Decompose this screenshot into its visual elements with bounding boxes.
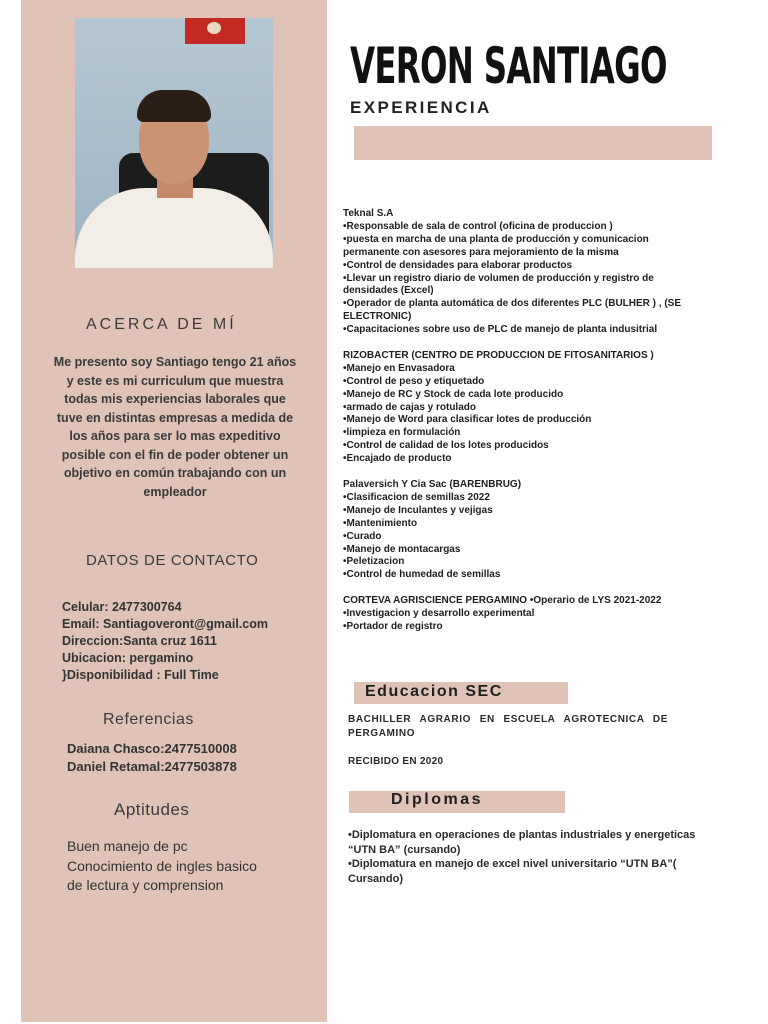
experience-line: •Manejo de montacargas [343, 543, 461, 555]
reference-item: Daniel Retamal:2477503878 [67, 759, 237, 774]
aptitudes-heading: Aptitudes [114, 800, 190, 819]
experience-heading: EXPERIENCIA [350, 98, 492, 117]
experience-line: •Control de calidad de los lotes producidos [343, 440, 549, 452]
references-list [67, 740, 237, 776]
aptitudes-list [67, 837, 257, 896]
contact-list [62, 599, 268, 684]
experience-line: •Control de densidades para elaborar productos [343, 259, 573, 271]
aptitude-item: de lectura y comprension [67, 877, 224, 893]
diplomas-heading: Diplomas [391, 791, 484, 808]
experience-block-teknal [343, 208, 743, 337]
diplomas-list [348, 828, 718, 886]
experience-line: Palaversich Y Cia Sac (BARENBRUG) [343, 479, 522, 490]
experience-line: •Operador de planta automática de dos diferentes PLC (BULHER ) , (SE [343, 298, 681, 310]
education-heading: Educacion SEC [365, 683, 503, 700]
experience-line: •Clasificacion de semillas 2022 [343, 491, 490, 503]
reference-item: Daiana Chasco:2477510008 [67, 741, 237, 756]
diploma-item: •Diplomatura en manejo de excel nivel universitario “UTN BA”( Cursando) [348, 858, 677, 885]
experience-line: •Curado [343, 530, 382, 542]
experience-block-rizobacter [343, 350, 743, 466]
experience-body [343, 208, 743, 647]
experience-line: •limpieza en formulación [343, 427, 461, 439]
experience-bar [354, 126, 712, 160]
hair [137, 90, 211, 122]
experience-line: •Control de humedad de semillas [343, 569, 501, 581]
contact-location: Ubicacion: pergamino [62, 651, 194, 665]
experience-line: •Control de peso y etiquetado [343, 375, 485, 387]
experience-line: •Mantenimiento [343, 517, 418, 529]
experience-line: •Peletizacion [343, 556, 405, 568]
experience-line: •Manejo de RC y Stock de cada lote producido [343, 388, 564, 400]
experience-line: ELECTRONIC) [343, 311, 412, 323]
experience-line: densidades (Excel) [343, 285, 434, 297]
experience-line: •armado de cajas y rotulado [343, 401, 476, 413]
experience-line: •Manejo en Envasadora [343, 362, 455, 374]
experience-block-corteva [343, 595, 743, 634]
experience-line: •Responsable de sala de control (oficina de produccion ) [343, 220, 613, 232]
experience-line: •puesta en marcha de una planta de producción y comunicacion [343, 233, 649, 245]
experience-line: •Manejo de Word para clasificar lotes de producción [343, 414, 592, 426]
experience-line: RIZOBACTER (CENTRO DE PRODUCCION DE FITOSANITARIOS ) [343, 349, 654, 361]
about-text: Me presento soy Santiago tengo 21 años y este es mi curriculum que muestra todas mis experiencias laborales que tuve en distintas empresas a medida de los años para ser lo mas expeditivo posible con el fin de poder obtener un objetivo en común trabajando con un empleador [53, 355, 297, 499]
wall-flag [185, 18, 245, 44]
experience-line: •Investigacion y desarrollo experimental [343, 608, 535, 620]
diploma-item: •Diplomatura en operaciones de plantas industriales y energeticas “UTN BA” (cursando) [348, 829, 696, 856]
contact-email: Email: Santiagoveront@gmail.com [62, 617, 268, 631]
profile-photo [75, 18, 273, 268]
aptitude-item: Conocimiento de ingles basico [67, 857, 257, 874]
contact-heading: DATOS DE CONTACTO [86, 552, 259, 569]
shirt [75, 188, 273, 268]
contact-address: Direccion:Santa cruz 1611 [62, 634, 217, 648]
education-degree: BACHILLER AGRARIO EN ESCUELA AGROTECNICA DE PERGAMINO [348, 714, 668, 739]
experience-line: •Manejo de Inculantes y vejigas [343, 504, 493, 516]
education-received: RECIBIDO EN 2020 [348, 756, 444, 767]
aptitude-item: Buen manejo de pc [67, 838, 188, 854]
experience-line: •Llevar un registro diario de volumen de producción y registro de [343, 272, 654, 284]
references-heading: Referencias [103, 711, 194, 728]
about-heading: ACERCA DE MÍ [86, 316, 237, 333]
experience-line: permanente con asesores para mejoramiento de la misma [343, 246, 619, 258]
experience-line: •Capacitaciones sobre uso de PLC de manejo de planta indusitrial [343, 324, 658, 336]
contact-availability: }Disponibilidad : Full Time [62, 668, 219, 682]
experience-line: •Portador de registro [343, 620, 443, 632]
contact-phone: Celular: 2477300764 [62, 600, 182, 614]
experience-line: CORTEVA AGRISCIENCE PERGAMINO •Operario de LYS 2021-2022 [343, 595, 662, 607]
experience-line: Teknal S.A [343, 208, 394, 219]
experience-block-palaversich [343, 479, 743, 582]
experience-line: •Encajado de producto [343, 453, 452, 465]
person-name: VERON SANTIAGO [350, 37, 667, 95]
